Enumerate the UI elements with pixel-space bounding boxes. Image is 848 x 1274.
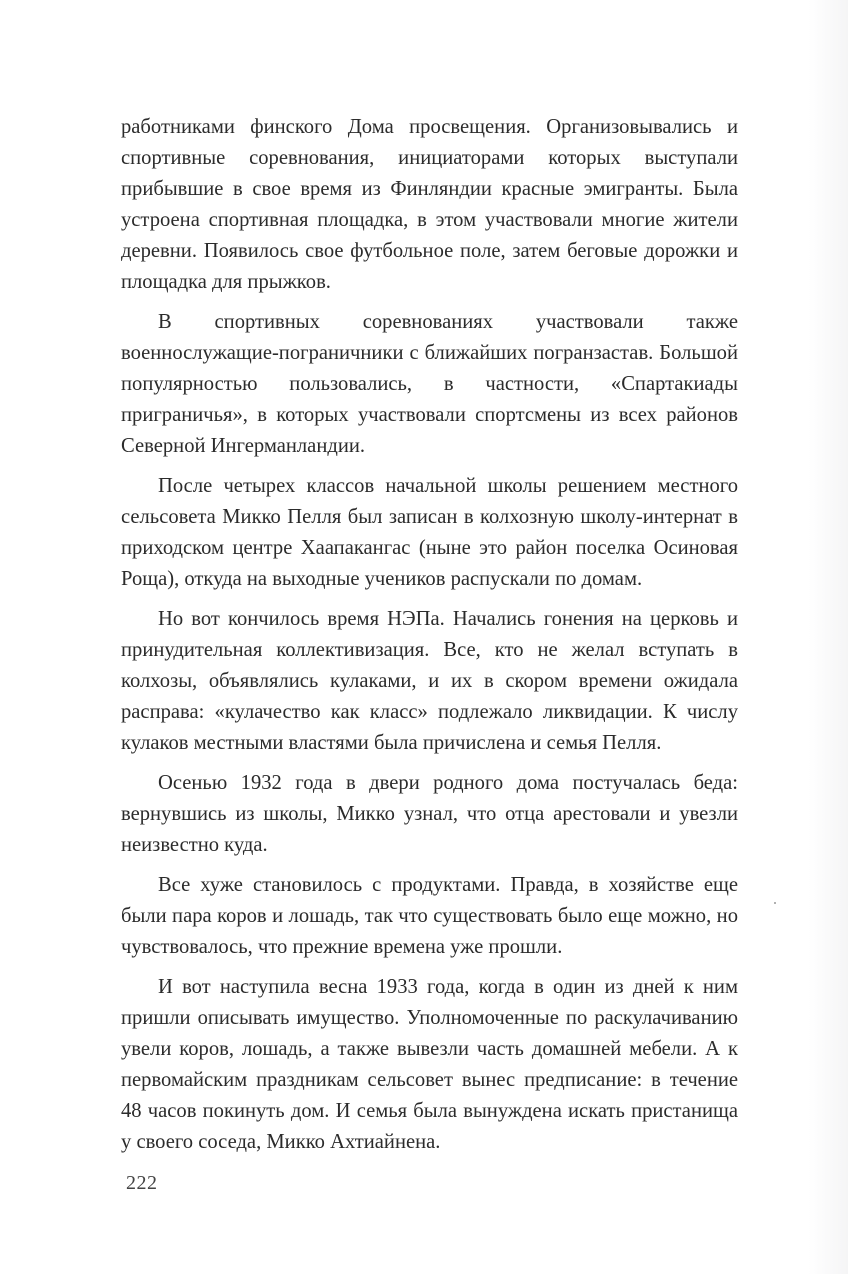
paragraph-6: Все хуже становилось с продуктами. Правда, в хозяйстве еще были пара коров и лошадь, так что существовать было еще можно, но чувствовалось, что прежние времена уже прошли.: [121, 874, 738, 958]
scan-speck: [774, 902, 776, 904]
paragraph-2: В спортивных соревнованиях участвовали также военнослужащие-пограничники с ближайших погранзастав. Большой популярностью пользовались, в частности, «Спартакиады приграничья», в которых участвовали спортсмены из всех районов Северной Ингерманландии.: [121, 311, 738, 457]
body-text: [121, 112, 738, 1167]
paragraph-3: После четырех классов начальной школы решением местного сельсовета Микко Пелля был записан в колхозную школу-интернат в приходском центре Хаапакангас (ныне это район поселка Осиновая Роща), откуда на выходные учеников распускали по домам.: [121, 475, 738, 590]
paragraph-7: И вот наступила весна 1933 года, когда в один из дней к ним пришли описывать имущество. Уполномоченные по раскулачиванию увели коров, лошадь, а также вывезли часть домашней мебели. А к первомайским праздникам сельсовет вынес предписание: в течение 48 часов покинуть дом. И семья была вынуждена искать пристанища у своего соседа, Микко Ахтиайнена.: [121, 976, 738, 1153]
page-edge-shadow: [808, 0, 848, 1274]
paragraph-1: работниками финского Дома просвещения. Организовывались и спортивные соревнования, инициаторами которых выступали прибывшие в свое время из Финляндии красные эмигранты. Была устроена спортивная площадка, в этом участвовали многие жители деревни. Появилось свое футбольное поле, затем беговые дорожки и площадка для прыжков.: [121, 116, 738, 293]
paragraph-5: Осенью 1932 года в двери родного дома постучалась беда: вернувшись из школы, Микко узнал, что отца арестовали и увезли неизвестно куда.: [121, 772, 738, 856]
page-number: 222: [126, 1172, 158, 1194]
paragraph-4: Но вот кончилось время НЭПа. Начались гонения на церковь и принудительная коллективизация. Все, кто не желал вступать в колхозы, объявлялись кулаками, и их в скором времени ожидала расправа: «кулачество как класс» подлежало ликвидации. К числу кулаков местными властями была причислена и семья Пелля.: [121, 608, 738, 754]
